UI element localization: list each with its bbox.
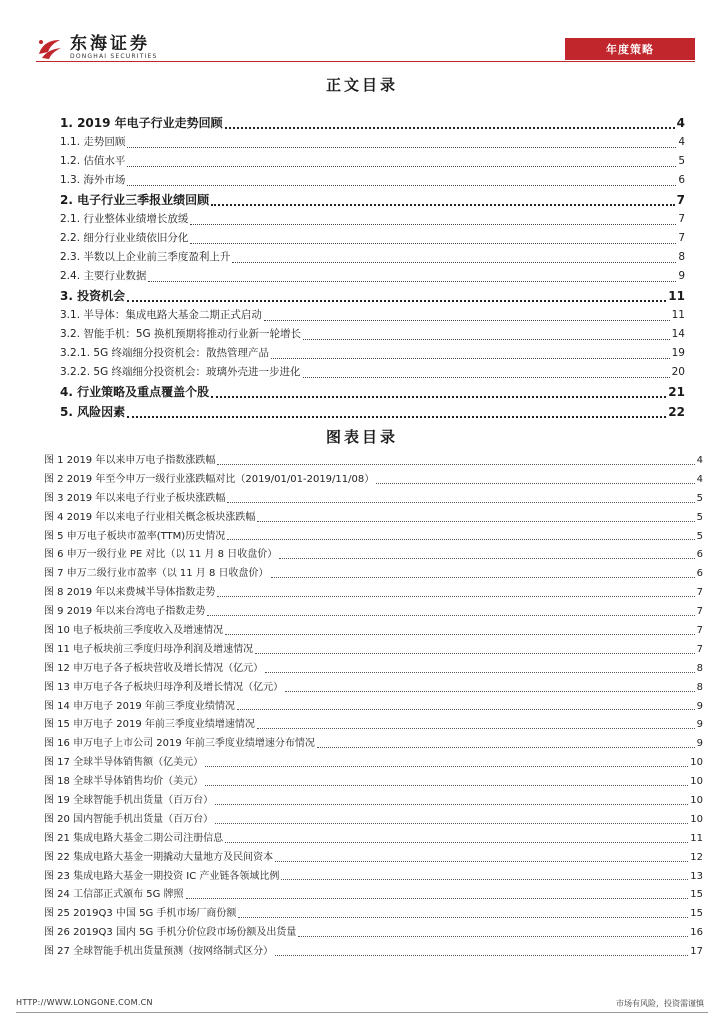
entry-page-number: 7: [696, 587, 703, 599]
entry-page-number: 6: [696, 568, 703, 580]
entry-label: 图 14 申万电子 2019 年前三季度业绩情况: [44, 700, 235, 712]
entry-label: 图 19 全球智能手机出货量（百万台）: [44, 795, 214, 807]
dot-leader: [271, 357, 670, 359]
entry-label: 2.4. 主要行业数据: [60, 270, 147, 282]
entry-page-number: 11: [690, 832, 703, 844]
dot-leader: [271, 577, 695, 578]
entry-label: 图 10 电子板块前三季度收入及增速情况: [44, 625, 224, 637]
toc-entry[interactable]: [60, 383, 685, 403]
entry-label: 图 13 申万电子各子板块归母净利及增长情况（亿元）: [44, 681, 284, 693]
entry-page-number: 9: [678, 270, 685, 282]
dot-leader: [205, 785, 688, 786]
entry-label: 图 23 集成电路大基金一期投资 IC 产业链各领域比例: [44, 870, 280, 882]
entry-label: 5. 风险因素: [60, 405, 126, 419]
header-divider: [36, 61, 695, 62]
entry-page-number: 12: [690, 851, 703, 863]
dot-leader: [225, 634, 695, 635]
dot-leader: [303, 338, 670, 340]
dot-leader: [255, 653, 695, 654]
dot-leader: [376, 483, 694, 484]
footer-risk-notice: 市场有风险，投资需谨慎: [616, 999, 704, 1008]
entry-label: 3.1. 半导体：集成电路大基金二期正式启动: [60, 309, 262, 321]
entry-page-number: 4: [678, 136, 685, 148]
entry-label: 图 8 2019 年以来费城半导体指数走势: [44, 587, 216, 599]
toc-entry[interactable]: [60, 287, 685, 307]
figure-entry[interactable]: [44, 715, 703, 734]
dot-leader: [232, 261, 676, 263]
entry-label: 图 27 全球智能手机出货量预测（按网络制式区分）: [44, 946, 274, 958]
entry-page-number: 9: [696, 738, 703, 750]
entry-page-number: 6: [678, 174, 685, 186]
figure-entry[interactable]: [44, 848, 703, 867]
entry-page-number: 8: [696, 681, 703, 693]
dot-leader: [237, 709, 695, 710]
entry-label: 图 16 申万电子上市公司 2019 年前三季度业绩增速分布情况: [44, 738, 315, 750]
entry-label: 1.1. 走势回顾: [60, 136, 126, 148]
figure-entry[interactable]: [44, 885, 703, 904]
figure-entry[interactable]: [44, 527, 703, 546]
figure-entry[interactable]: [44, 867, 703, 886]
entry-label: 图 24 工信部正式颁布 5G 牌照: [44, 889, 184, 901]
toc-entry[interactable]: [60, 153, 685, 172]
entry-label: 3.2.1. 5G 终端细分投资机会：散热管理产品: [60, 347, 270, 359]
entry-label: 2.3. 半数以上企业前三季度盈利上升: [60, 251, 231, 263]
entry-label: 图 6 申万一级行业 PE 对比（以 11 月 8 日收盘价）: [44, 549, 278, 561]
entry-page-number: 10: [690, 813, 703, 825]
toc-entry[interactable]: [60, 211, 685, 230]
entry-label: 图 18 全球半导体销售均价（美元）: [44, 776, 204, 788]
entry-page-number: 8: [678, 251, 685, 263]
entry-page-number: 5: [696, 530, 703, 542]
dot-leader: [186, 898, 689, 899]
entry-label: 3.2. 智能手机：5G 换机预期将推动行业新一轮增长: [60, 328, 302, 340]
entry-page-number: 5: [696, 492, 703, 504]
toc-entry[interactable]: [60, 172, 685, 191]
figure-entry[interactable]: [44, 470, 703, 489]
dot-leader: [127, 415, 666, 418]
entry-page-number: 15: [690, 908, 703, 920]
entry-page-number: 4: [696, 473, 703, 485]
entry-page-number: 7: [678, 213, 685, 225]
footer-divider: [16, 1012, 708, 1013]
entry-page-number: 22: [668, 405, 685, 419]
toc-entry[interactable]: [60, 114, 685, 134]
dot-leader: [227, 539, 694, 540]
entry-page-number: 8: [696, 662, 703, 674]
entry-page-number: 9: [696, 700, 703, 712]
logo-name-cn: 东海证券: [70, 34, 150, 54]
table-of-contents: [60, 114, 685, 423]
entry-label: 图 21 集成电路大基金二期公司注册信息: [44, 832, 224, 844]
dot-leader: [127, 184, 676, 186]
toc-entry[interactable]: [60, 326, 685, 345]
entry-page-number: 5: [696, 511, 703, 523]
figure-entry[interactable]: [44, 602, 703, 621]
dot-leader: [275, 955, 688, 956]
toc-entry[interactable]: [60, 307, 685, 326]
dot-leader: [217, 464, 694, 465]
entry-page-number: 16: [690, 927, 703, 939]
figure-entry[interactable]: [44, 489, 703, 508]
entry-label: 2. 电子行业三季报业绩回顾: [60, 193, 210, 207]
entry-page-number: 4: [696, 455, 703, 466]
dot-leader: [238, 917, 688, 918]
entry-page-number: 21: [668, 385, 685, 399]
entry-page-number: 7: [676, 193, 685, 207]
entry-label: 图 9 2019 年以来台湾电子指数走势: [44, 606, 206, 618]
entry-page-number: 5: [678, 155, 685, 167]
contents-title: 正文目录: [325, 76, 398, 94]
toc-entry[interactable]: [60, 191, 685, 211]
dot-leader: [298, 936, 688, 937]
entry-page-number: 11: [668, 289, 685, 303]
entry-label: 4. 行业策略及重点覆盖个股: [60, 385, 210, 399]
entry-page-number: 6: [696, 549, 703, 561]
entry-label: 图 4 2019 年以来电子行业相关概念板块涨跌幅: [44, 511, 256, 523]
logo-emblem-icon: [36, 34, 64, 62]
logo-name-en: DONGHAI SECURITIES: [70, 53, 158, 60]
entry-label: 3. 投资机会: [60, 289, 126, 303]
figure-entry[interactable]: [44, 829, 703, 848]
entry-label: 图 25 2019Q3 中国 5G 手机市场厂商份额: [44, 908, 237, 920]
toc-entry[interactable]: [60, 364, 685, 383]
entry-label: 1. 2019 年电子行业走势回顾: [60, 116, 223, 130]
dot-leader: [148, 280, 676, 282]
entry-page-number: 13: [690, 870, 703, 882]
dot-leader: [264, 319, 670, 321]
dot-leader: [265, 672, 695, 673]
entry-page-number: 7: [678, 232, 685, 244]
dot-leader: [317, 747, 695, 748]
entry-label: 3.2.2. 5G 终端细分投资机会：玻璃外壳进一步进化: [60, 366, 301, 378]
entry-page-number: 10: [690, 795, 703, 807]
entry-page-number: 15: [690, 889, 703, 901]
toc-entry[interactable]: [60, 134, 685, 153]
entry-label: 图 12 申万电子各子板块营收及增长情况（亿元）: [44, 662, 264, 674]
figure-entry[interactable]: [44, 564, 703, 583]
entry-page-number: 7: [696, 643, 703, 655]
entry-page-number: 10: [690, 776, 703, 788]
footer-url: HTTP://WWW.LONGONE.COM.CN: [16, 998, 153, 1007]
page-header: [0, 0, 724, 66]
dot-leader: [275, 861, 688, 862]
dot-leader: [279, 558, 694, 559]
dot-leader: [217, 596, 694, 597]
entry-label: 1.3. 海外市场: [60, 174, 126, 186]
entry-page-number: 10: [690, 757, 703, 769]
dot-leader: [190, 223, 676, 225]
figure-entry[interactable]: [44, 621, 703, 640]
toc-entry[interactable]: [60, 230, 685, 249]
dot-leader: [257, 521, 694, 522]
entry-page-number: 7: [696, 625, 703, 637]
figure-entry[interactable]: [44, 753, 703, 772]
figure-entry[interactable]: [44, 923, 703, 942]
entry-label: 图 26 2019Q3 国内 5G 手机分价位段市场份额及出货量: [44, 927, 297, 939]
toc-entry[interactable]: [60, 403, 685, 423]
figures-title: 图表目录: [325, 428, 398, 446]
dot-leader: [303, 376, 670, 378]
entry-label: 图 2 2019 年至今申万一级行业涨跌幅对比（2019/01/01-2019/11/08）: [44, 473, 375, 485]
dot-leader: [285, 691, 695, 692]
figure-entry[interactable]: [44, 678, 703, 697]
toc-entry[interactable]: [60, 345, 685, 364]
entry-label: 图 5 申万电子板块市盈率(TTM)历史情况: [44, 530, 226, 542]
entry-label: 图 11 电子板块前三季度归母净利润及增速情况: [44, 643, 254, 655]
entry-page-number: 7: [696, 606, 703, 618]
entry-label: 1.2. 估值水平: [60, 155, 126, 167]
entry-page-number: 11: [671, 309, 685, 321]
dot-leader: [211, 395, 666, 398]
figure-entry[interactable]: [44, 791, 703, 810]
company-logo: [36, 34, 158, 62]
figure-entry[interactable]: [44, 772, 703, 791]
entry-page-number: 4: [676, 116, 685, 130]
dot-leader: [207, 615, 694, 616]
entry-page-number: 14: [671, 328, 685, 340]
dot-leader: [225, 126, 675, 129]
figure-entry[interactable]: [44, 640, 703, 659]
figure-entry[interactable]: [44, 942, 703, 961]
figure-entry[interactable]: [44, 734, 703, 753]
list-of-figures: [44, 451, 703, 961]
figure-entry[interactable]: [44, 583, 703, 602]
entry-label: 图 3 2019 年以来电子行业子板块涨跌幅: [44, 492, 226, 504]
dot-leader: [205, 766, 688, 767]
figure-entry[interactable]: [44, 545, 703, 564]
dot-leader: [190, 242, 676, 244]
dot-leader: [215, 823, 688, 824]
dot-leader: [127, 165, 676, 167]
entry-label: 图 15 申万电子 2019 年前三季度业绩增速情况: [44, 719, 255, 731]
dot-leader: [225, 842, 688, 843]
figure-entry[interactable]: [44, 451, 703, 470]
entry-label: 2.1. 行业整体业绩增长放缓: [60, 213, 189, 225]
entry-page-number: 19: [671, 347, 685, 359]
figure-entry[interactable]: [44, 810, 703, 829]
figure-entry[interactable]: [44, 659, 703, 678]
dot-leader: [211, 203, 675, 206]
entry-page-number: 17: [690, 946, 703, 958]
entry-label: 图 7 申万二级行业市盈率（以 11 月 8 日收盘价）: [44, 568, 269, 580]
entry-label: 图 17 全球半导体销售额（亿美元）: [44, 757, 204, 769]
dot-leader: [257, 728, 695, 729]
figure-entry[interactable]: [44, 697, 703, 716]
entry-page-number: 20: [671, 366, 685, 378]
dot-leader: [127, 299, 666, 302]
dot-leader: [227, 502, 694, 503]
entry-page-number: 9: [696, 719, 703, 731]
toc-entry[interactable]: [60, 268, 685, 287]
figure-entry[interactable]: [44, 508, 703, 527]
figure-entry[interactable]: [44, 904, 703, 923]
entry-label: 图 1 2019 年以来申万电子指数涨跌幅: [44, 455, 216, 466]
entry-label: 图 22 集成电路大基金一期撬动大量地方及民间资本: [44, 851, 274, 863]
report-type-badge: 年度策略: [565, 38, 695, 60]
entry-label: 2.2. 细分行业业绩依旧分化: [60, 232, 189, 244]
dot-leader: [215, 804, 688, 805]
dot-leader: [281, 879, 688, 880]
entry-label: 图 20 国内智能手机出货量（百万台）: [44, 813, 214, 825]
toc-entry[interactable]: [60, 249, 685, 268]
dot-leader: [127, 146, 676, 148]
